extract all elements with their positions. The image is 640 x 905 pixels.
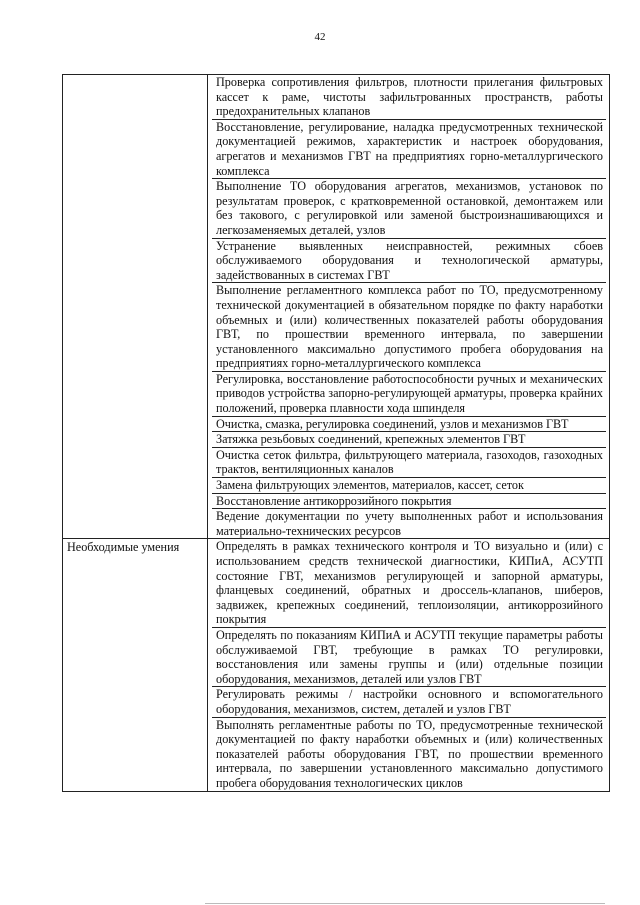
- list-item: Выполнение ТО оборудования агрегатов, механизмов, установок по результатам проверок, с кратковременной остановкой, демонтажем или без такового, с регулировкой или заменой быстроизнашивающихся и легкозаменяемых деталей, узлов: [212, 179, 606, 238]
- list-item: Определять по показаниям КИПиА и АСУТП текущие параметры работы обслуживаемой ГВТ, требующие в рамках ТО регулировки, восстановления или замены группы и (или) отдельные позиции оборудования, механизмов, деталей или узлов ГВТ: [212, 628, 606, 687]
- requirements-table: [62, 74, 610, 792]
- section-items: [208, 75, 610, 539]
- list-item: Проверка сопротивления фильтров, плотности прилегания фильтровых кассет к раме, чистоты зафильтрованных пространств, работы предохранительных клапанов: [212, 75, 606, 120]
- list-item: Очистка сеток фильтра, фильтрующего материала, газоходов, газоходных трактов, вентиляционных каналов: [212, 448, 606, 478]
- list-item: Затяжка резьбовых соединений, крепежных элементов ГВТ: [212, 432, 606, 448]
- list-item: Восстановление, регулирование, наладка предусмотренных технической документацией режимов, характеристик и настроек оборудования, агрегатов и механизмов ГВТ на предприятиях горно-металлургического комплекса: [212, 120, 606, 179]
- list-item: Восстановление антикоррозийного покрытия: [212, 494, 606, 510]
- list-item: Выполнять регламентные работы по ТО, предусмотренные технической документацией по факту наработки объемных и (или) количественных показателей работы оборудования ГВТ, по прошествии временного интервала, по завершении установленного максимально допустимого пробега оборудования технологических циклов: [216, 717, 603, 790]
- section-label: Необходимые умения: [63, 539, 208, 791]
- bottom-rule: [205, 903, 605, 904]
- list-item: Определять в рамках технического контроля и ТО визуально и (или) с использованием средств технической диагностики, КИПиА, АСУТП состояние ГВТ, механизмов регулирующей и запорной арматуры, фланцевых соединений, обратных и дроссель-клапанов, шиберов, задвижек, крепежных соединений, теплоизоляции, антикоррозийного покрытия: [212, 539, 606, 628]
- list-item: Регулировать режимы / настройки основного и вспомогательного оборудования, механизмов, систем, деталей и узлов ГВТ: [212, 687, 606, 717]
- table-row: [63, 75, 610, 539]
- list-item: Устранение выявленных неисправностей, режимных сбоев обслуживаемого оборудования и технологической арматуры, задействованных в системах ГВТ: [212, 239, 606, 284]
- list-item: Ведение документации по учету выполненных работ и использования материально-технических ресурсов: [216, 509, 603, 538]
- section-label: [63, 75, 208, 539]
- table-row: [63, 539, 610, 791]
- section-items: [208, 539, 610, 791]
- list-item: Очистка, смазка, регулировка соединений, узлов и механизмов ГВТ: [212, 417, 606, 433]
- list-item: Регулировка, восстановление работоспособности ручных и механических приводов устройства запорно-регулирующей арматуры, проверка крайних положений, проверка плавности хода шпинделя: [212, 372, 606, 417]
- list-item: Выполнение регламентного комплекса работ по ТО, предусмотренному технической документацией в обязательном порядке по факту наработки объемных и (или) количественных показателей работы оборудования ГВТ, по прошествии временного интервала, по завершении установленного максимально допустимого пробега оборудования на предприятиях горно-металлургического комплекса: [212, 283, 606, 372]
- list-item: Замена фильтрующих элементов, материалов, кассет, сеток: [212, 478, 606, 494]
- page-number: 42: [314, 31, 326, 43]
